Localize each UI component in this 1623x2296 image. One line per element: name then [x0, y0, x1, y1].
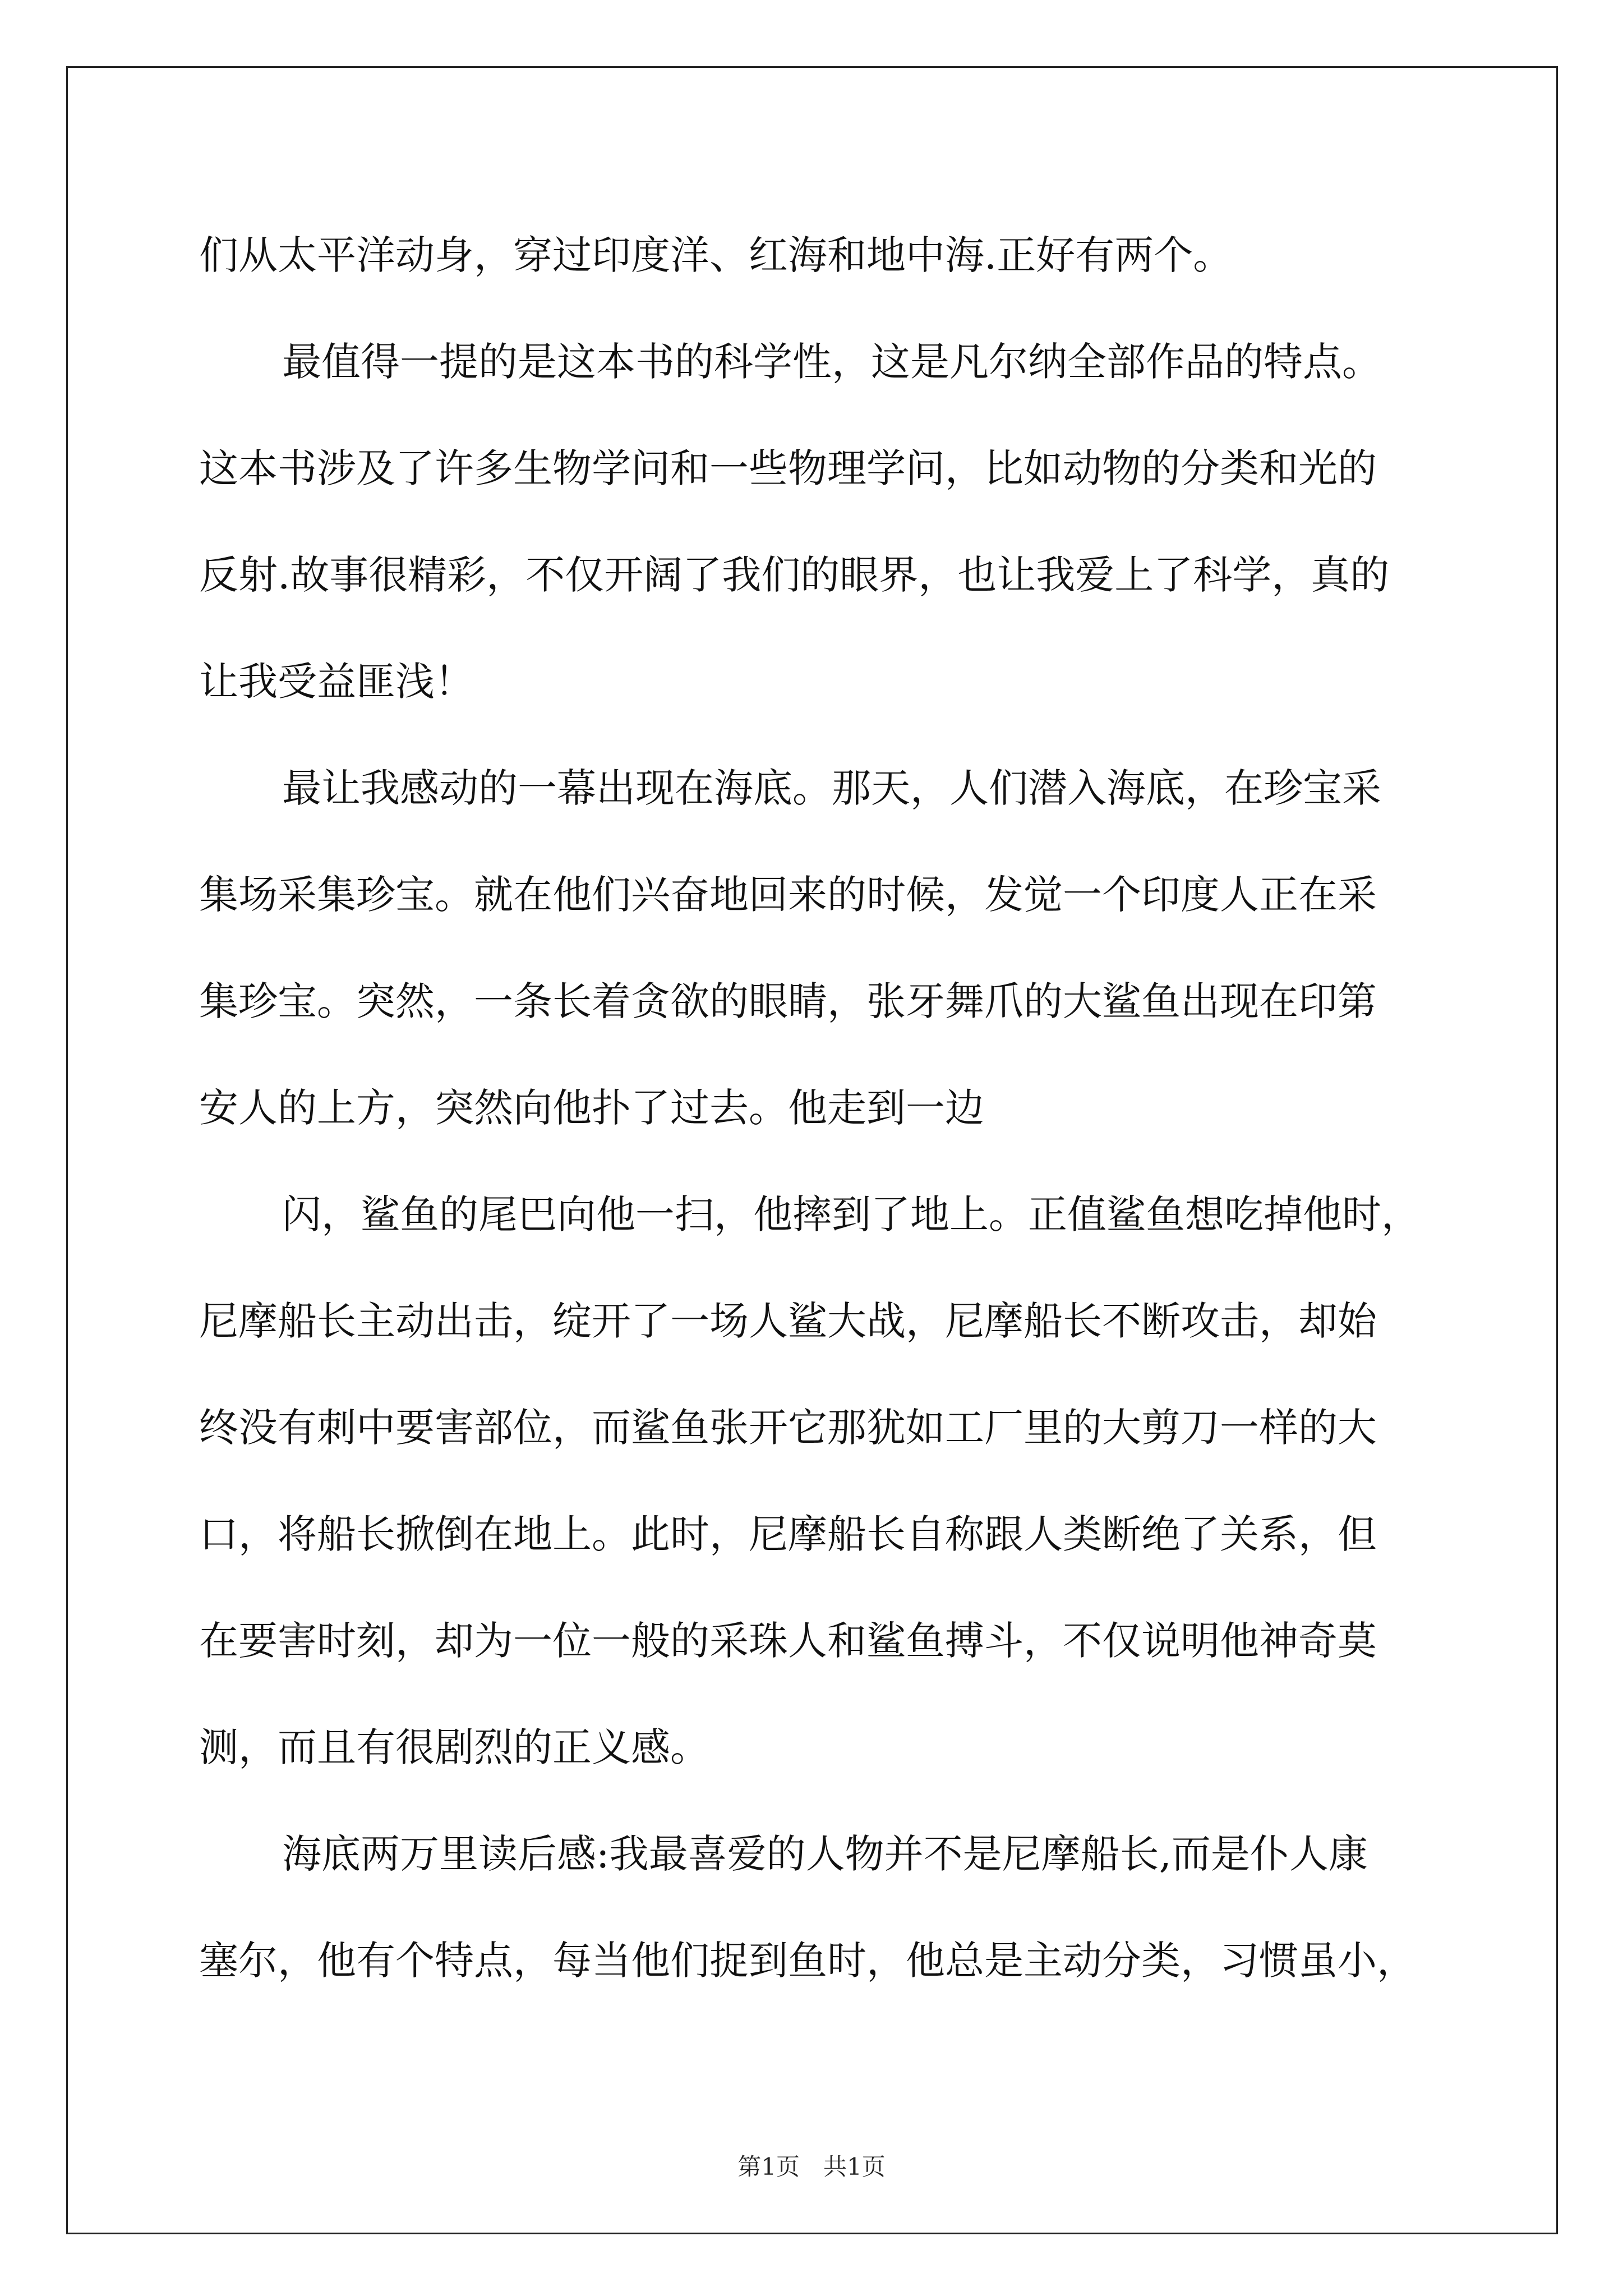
text-line: 测，而且有很剧烈的正义感。	[199, 1724, 709, 1770]
text-line: 安人的上方，突然向他扑了过去。他走到一边	[199, 1085, 984, 1131]
text-line: 最让我感动的一幕出现在海底。那天，人们潜入海底，在珍宝采	[282, 765, 1381, 811]
text-line: 终没有刺中要害部位，而鲨鱼张开它那犹如工厂里的大剪刀一样的大	[199, 1405, 1377, 1451]
text-line: 们从太平洋动身，穿过印度洋、红海和地中海.正好有两个。	[199, 232, 1233, 278]
text-line: 尼摩船长主动出击，绽开了一场人鲨大战，尼摩船长不断攻击，却始	[199, 1298, 1377, 1344]
text-line: 最值得一提的是这本书的科学性，这是凡尔纳全部作品的特点。	[282, 339, 1381, 385]
text-line: 口，将船长掀倒在地上。此时，尼摩船长自称跟人类断绝了关系，但	[199, 1511, 1377, 1557]
text-line: 在要害时刻，却为一位一般的采珠人和鲨鱼搏斗，不仅说明他神奇莫	[199, 1618, 1377, 1664]
document-body	[199, 202, 1427, 2014]
text-line: 塞尔，他有个特点，每当他们捉到鱼时，他总是主动分类，习惯虽小，	[199, 1938, 1416, 1984]
text-line: 闪，鲨鱼的尾巴向他一扫，他摔到了地上。正值鲨鱼想吃掉他时，	[282, 1191, 1421, 1237]
text-line: 集珍宝。突然，一条长着贪欲的眼睛，张牙舞爪的大鲨鱼出现在印第	[199, 978, 1377, 1024]
text-line: 这本书涉及了许多生物学问和一些物理学问，比如动物的分类和光的	[199, 445, 1377, 491]
text-line: 让我受益匪浅！	[199, 659, 474, 705]
text-line: 集场采集珍宝。就在他们兴奋地回来的时候，发觉一个印度人正在采	[199, 872, 1377, 918]
page-footer: 第1页 共1页	[737, 2153, 886, 2180]
text-line: 海底两万里读后感:我最喜爱的人物并不是尼摩船长,而是仆人康	[282, 1831, 1368, 1877]
text-line: 反射.故事很精彩，不仅开阔了我们的眼界，也让我爱上了科学，真的	[199, 552, 1390, 598]
